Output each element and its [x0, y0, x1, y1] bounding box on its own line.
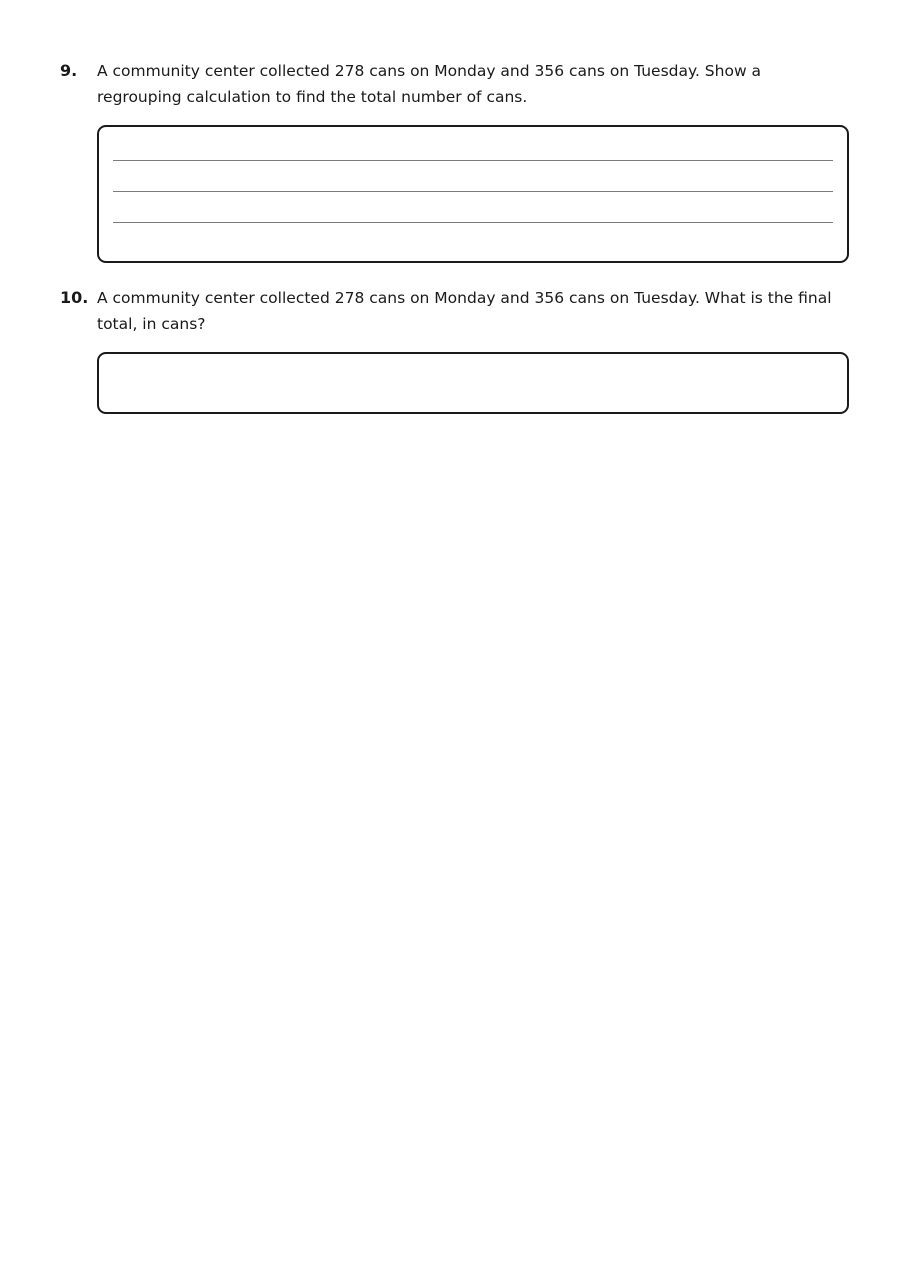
- answer-line: [113, 222, 833, 223]
- question-number: 10.: [60, 288, 89, 307]
- question-10: [60, 285, 850, 414]
- question-number: 9.: [60, 61, 78, 80]
- answer-line: [113, 191, 833, 192]
- answer-box-final[interactable]: [97, 352, 849, 414]
- question-9: [60, 58, 850, 263]
- question-text: A community center collected 278 cans on Monday and 356 cans on Tuesday. Show a regrouping calculation to find the total number of cans.: [97, 62, 762, 106]
- answer-line: [113, 160, 833, 161]
- answer-box-working[interactable]: [97, 125, 849, 263]
- question-text: A community center collected 278 cans on Monday and 356 cans on Tuesday. What is the final total, in cans?: [97, 289, 832, 333]
